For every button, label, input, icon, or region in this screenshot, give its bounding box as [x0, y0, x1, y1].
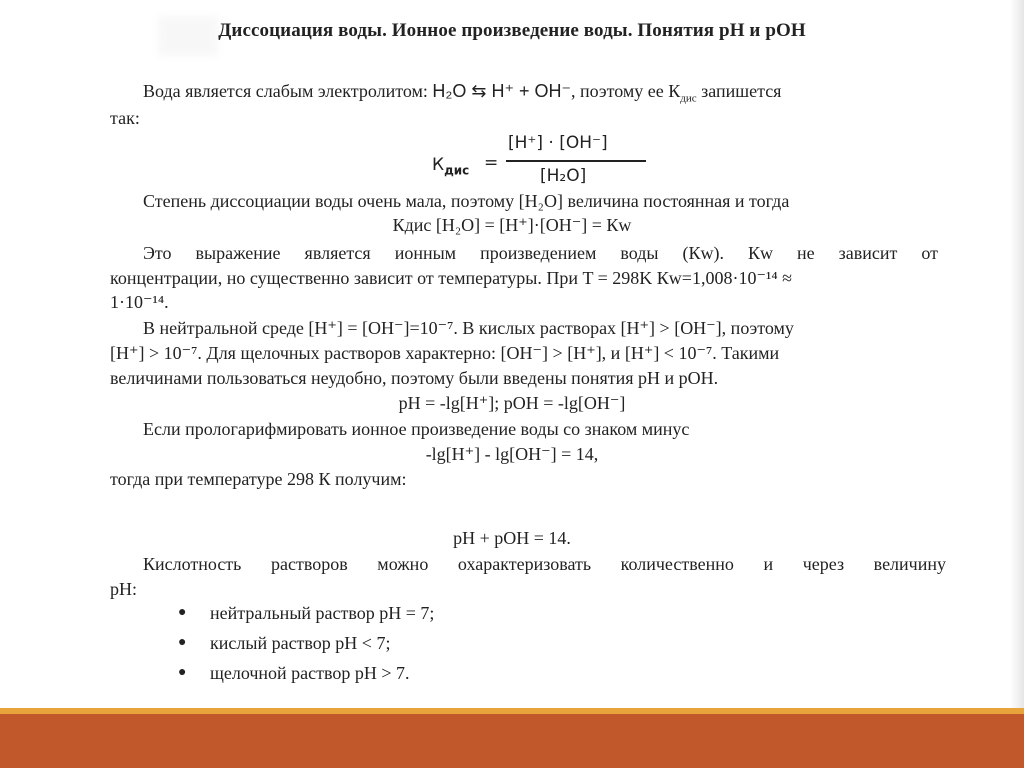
- page-edge-shadow: [1010, 0, 1024, 710]
- para4-line3: величинами пользоваться неудобно, поэтому были введены понятия pH и pOH.: [110, 368, 719, 388]
- list-item: [178, 628, 434, 658]
- para3-line3: 1·10⁻¹⁴.: [110, 292, 169, 312]
- para5-line1: Если прологарифмировать ионное произведение воды со знаком минус: [143, 419, 690, 439]
- log-formula: -lg[H⁺] - lg[OH⁻] = 14,: [425, 444, 599, 464]
- fraction-denominator: [H₂O]: [540, 166, 587, 186]
- list-item: [178, 658, 434, 688]
- page-title: Диссоциация воды. Ионное произведение воды. Понятия pH и pOH: [218, 20, 806, 41]
- bullet-icon: ●: [178, 665, 187, 680]
- list-item: [178, 598, 434, 628]
- bullet-icon: ●: [178, 605, 187, 620]
- para4-line2: [H⁺] > 10⁻⁷. Для щелочных растворов характерно: [OH⁻] > [H⁺], и [H⁺] < 10⁻⁷. Такими: [110, 343, 780, 363]
- fraction-bar: [506, 160, 646, 162]
- para1-text-b: , поэтому ее К: [571, 81, 681, 101]
- bullet-text: кислый раствор pH < 7;: [210, 632, 391, 653]
- para2-line1: Степень диссоциации воды очень мала, поэтому [H₂O] величина постоянная и тогда: [143, 191, 790, 211]
- para4-line1: В нейтральной среде [H⁺] = [OH⁻]=10⁻⁷. В кислых растворах [H⁺] > [OH⁻], поэтому: [143, 318, 794, 338]
- ph-bullet-list: [178, 598, 434, 688]
- para3-line1: Это выражение является ионным произведением воды (Кw). Кw не зависит от: [143, 243, 938, 263]
- bullet-text: щелочной раствор pH > 7.: [210, 662, 410, 683]
- para1-line2: так:: [110, 108, 140, 128]
- k-dis-subscript: дис: [680, 92, 697, 105]
- ph-poh-formula: pH = -lg[H⁺]; pOH = -lg[OH⁻]: [398, 393, 626, 413]
- para5-line2: тогда при температуре 298 К получим:: [110, 469, 407, 489]
- para3-line2: концентрации, но существенно зависит от температуры. При T = 298K Кw=1,008·10⁻¹⁴ ≈: [110, 268, 792, 288]
- para1-line1: [143, 78, 781, 105]
- fraction-k: $К_{дис}$: [432, 155, 470, 178]
- fraction-numerator: [H⁺] · [OH⁻]: [508, 133, 608, 153]
- footer-band: [0, 714, 1024, 768]
- para1-text-a: Вода является слабым электролитом:: [143, 81, 428, 101]
- bullet-icon: ●: [178, 635, 187, 650]
- para1-text-c: запишется: [696, 81, 782, 101]
- para6-line1: Кислотность растворов можно охарактеризовать количественно и через величину: [143, 554, 946, 574]
- fraction-equals: =: [484, 153, 499, 173]
- water-dissociation-equation: H₂O ⇆ H⁺ + OH⁻: [432, 81, 571, 101]
- para2-line2: Кдис [H₂O] = [H⁺]·[OH⁻] = Кw: [392, 215, 632, 235]
- bullet-text: нейтральный раствор pH = 7;: [210, 602, 435, 623]
- para6-line2: pH:: [110, 579, 137, 599]
- ph-poh-sum: pH + pOH = 14.: [453, 528, 571, 548]
